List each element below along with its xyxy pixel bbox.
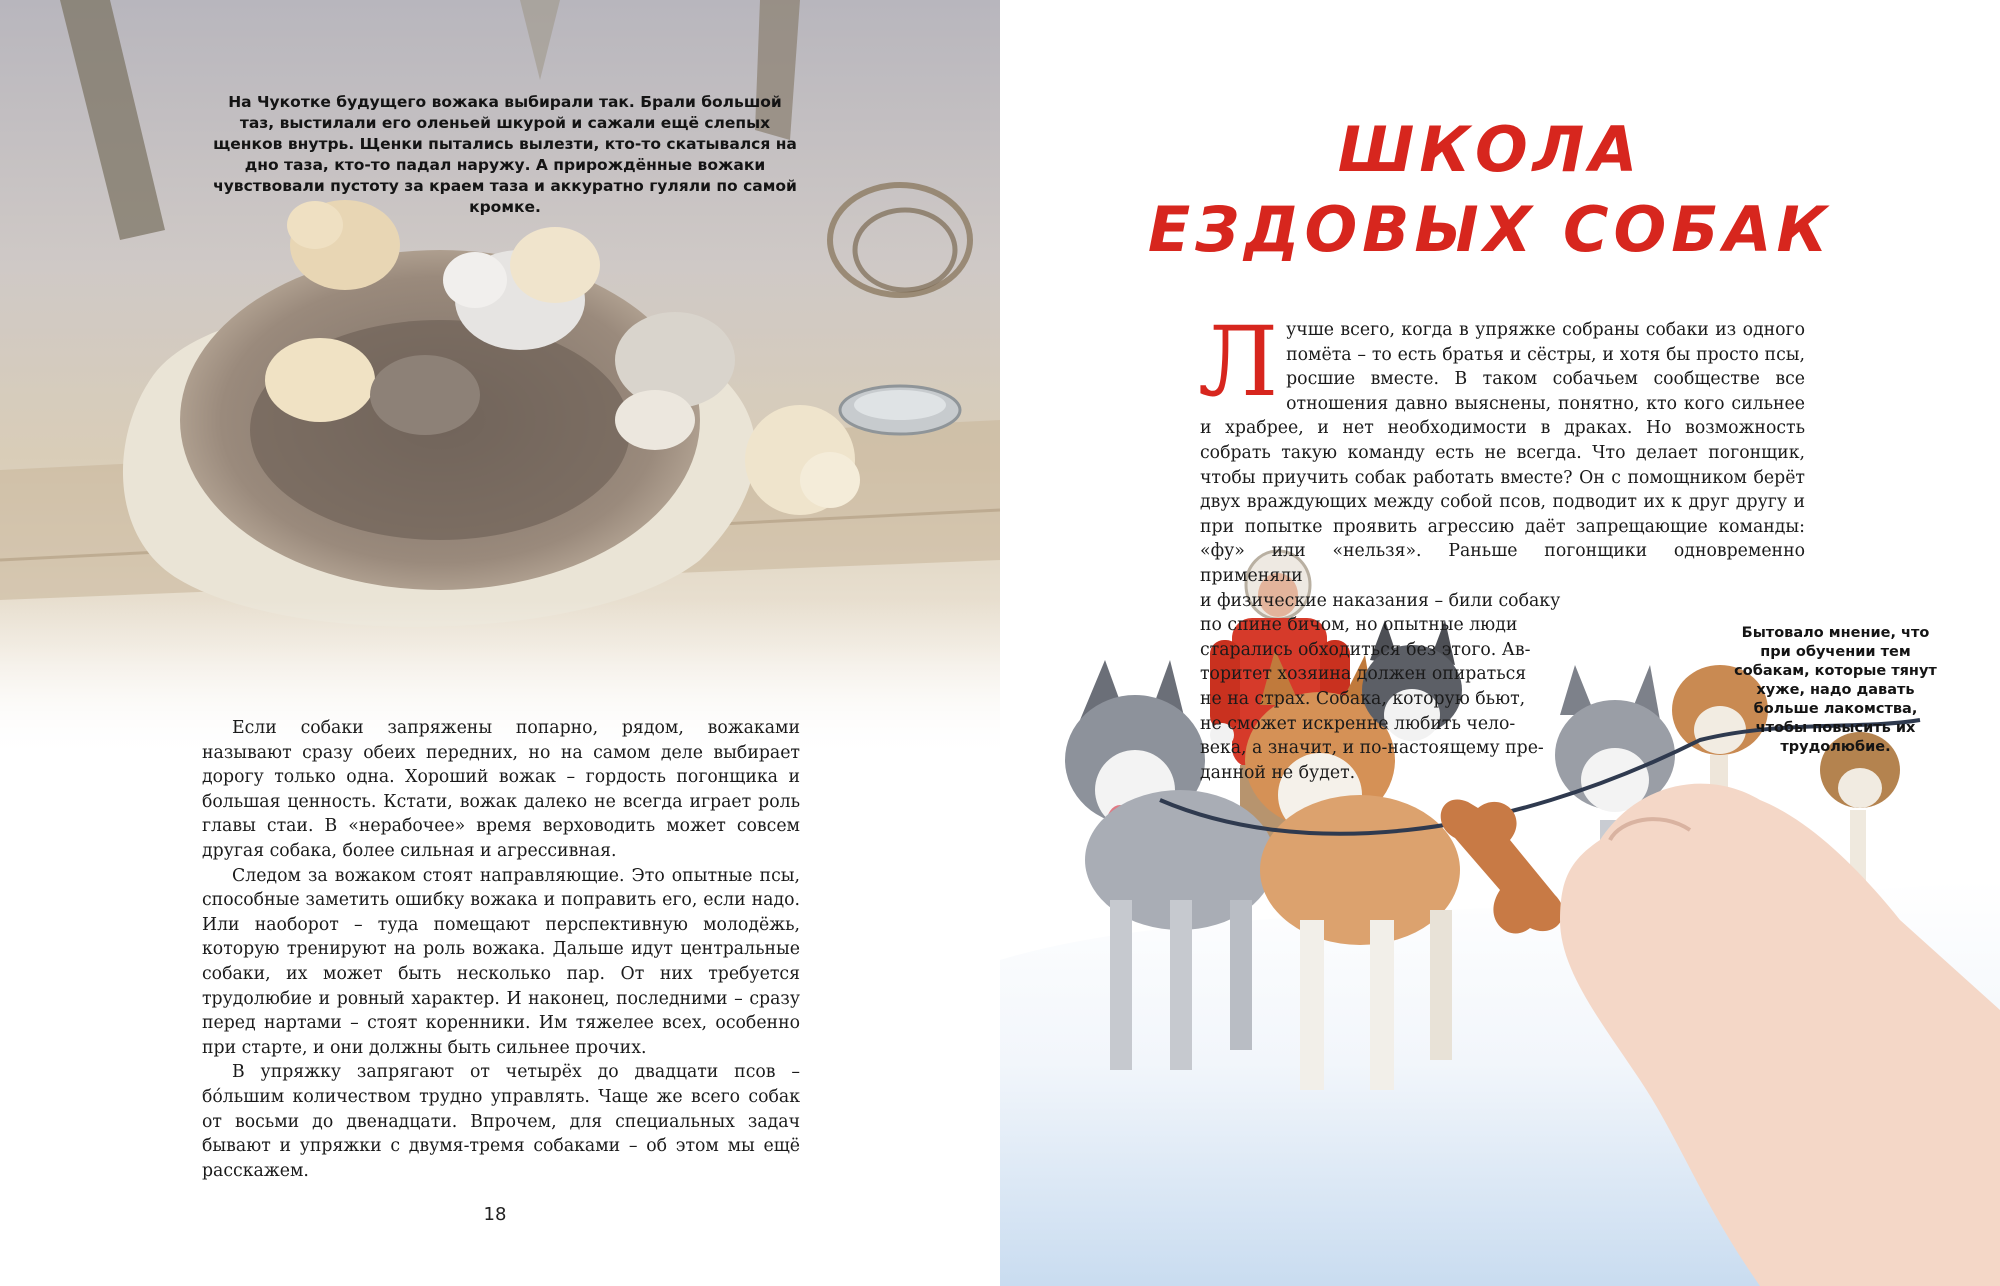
right-page (1000, 0, 2000, 1286)
paragraph-narrow (1200, 589, 1805, 786)
text-line: данной не будет. (1200, 762, 1356, 783)
paragraph: Если собаки запряжены попарно, рядом, вожаками называют сразу обеих передних, но на самом деле выбирает дорогу только одна. Хороший вожак – гордость погонщика и большая ценность. Кстати, вожак далеко не всегда играет роль главы стаи. В «нерабочее» время верховодить может совсем другая собака, более сильная и агрессивная. (202, 718, 800, 861)
paragraph: Следом за вожаком стоят направляющие. Это опытные псы, способные заметить ошибку вожака и поправить его, если надо. Или наоборот – туда помещают перспективную молодёжь, которую тренируют на роль вожака. Дальше идут центральные собаки, их может быть несколько пар. От них требуется трудолюбие и ровный характер. И наконец, последними – сразу перед нартами – стоят коренники. Им тяжелее всех, особенно при старте, и они должны быть сильнее прочих. (202, 865, 800, 1058)
title-line-1: ШКОЛА (1337, 113, 1643, 186)
illustration-caption: На Чукотке будущего вожака выбирали так. Брали большой таз, выстилали его оленьей шкурой и сажали ещё слепых щенков внутрь. Щенки пытались вылезти, кто-то скатывался на дно таза, кто-то падал наружу. А прирождённые вожаки чувствовали пустоту за краем таза и аккуратно гуляли по самой кромке. (213, 93, 797, 216)
text-line: по спине бичом, но опытные люди (1200, 615, 1518, 636)
page-number: 18 (483, 1204, 507, 1225)
page-title (1130, 110, 1850, 270)
text-line: века, а значит, и по-настоящему пре- (1200, 738, 1544, 759)
text-line: не на страх. Собака, которую бьют, (1200, 688, 1526, 709)
paragraph: В упряжку запрягают от четырёх до двадцати псов – бóльшим количеством трудно управлять. Чаще же всего собак от восьми до двенадцати. Впрочем, для специальных задач бывают и упряжки с двумя-тремя собаками – об этом мы ещё расскажем. (202, 1062, 800, 1181)
paragraph (1198, 306, 1805, 589)
paragraph-text: учше всего, когда в упряжке собраны собаки из одного помёта – то есть братья и сёстры, и хотя бы просто псы, росшие вместе. В таком собачьем сообществе все отношения давно выяснены, понятно, кто кого сильнее и храбрее, и нет необходимости в драках. Но возможность собрать такую команду есть не всегда. Что делает погонщик, чтобы приучить собак работать вместе? Он с помощником берёт двух враждующих между собой псов, подводит их к друг другу и при попытке проявить агрессию даёт запрещающие команды: «фу» или «нельзя». Раньше погонщики одновременно применяли (1200, 320, 1805, 586)
text-line: не сможет искренне любить чело- (1200, 713, 1516, 734)
right-body-text (1198, 306, 1805, 785)
text-line: и физические наказания – били собаку (1200, 590, 1561, 611)
title-line-2: ЕЗДОВЫХ СОБАК (1147, 193, 1833, 266)
side-note: Бытовало мнение, что при обучении тем собакам, которые тянут хуже, надо давать больше лакомства, чтобы повысить их трудолюбие. (1734, 625, 1937, 755)
text-line: старались обходиться без этого. Ав- (1200, 639, 1531, 660)
text-line: торитет хозяина должен опираться (1200, 664, 1527, 685)
left-body-text (202, 716, 800, 1183)
drop-cap: Л (1198, 306, 1279, 418)
